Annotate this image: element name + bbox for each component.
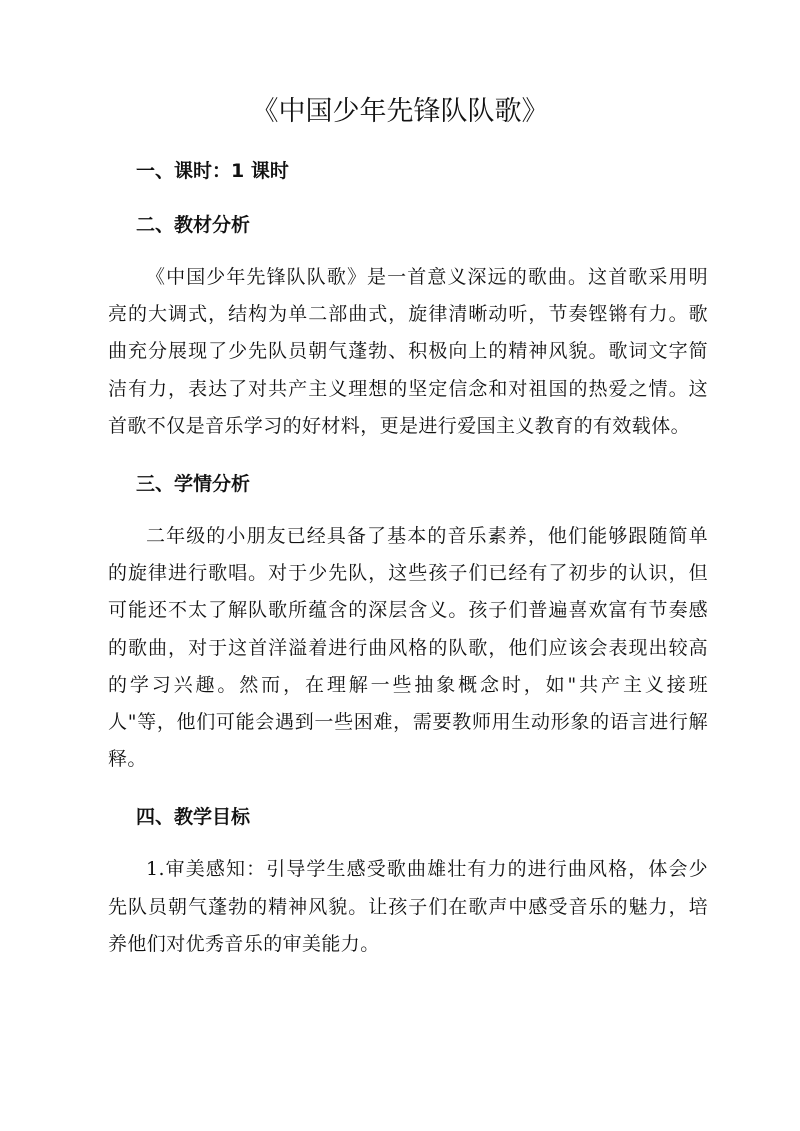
section-heading-student-analysis: 三、学情分析 (136, 473, 251, 496)
section-heading-material-analysis: 二、教材分析 (136, 214, 251, 236)
section-heading-class-hours: 一、课时：1 课时 (136, 160, 289, 182)
teaching-objectives-paragraph: 1.审美感知：引导学生感受歌曲雄壮有力的进行曲风格，体会少先队员朝气蓬勃的精神风貌。让孩子们在歌声中感受音乐的魅力，培养他们对优秀音乐的审美能力。 (108, 858, 708, 955)
document-title: 《中国少年先锋队队歌》 (251, 96, 549, 127)
material-analysis-paragraph: 《中国少年先锋队队歌》是一首意义深远的歌曲。这首歌采用明亮的大调式，结构为单二部曲式，旋律清晰动听，节奏铿锵有力。歌曲充分展现了少先队员朝气蓬勃、积极向上的精神风貌。歌词文字简洁有力，表达了对共产主义理想的坚定信念和对祖国的热爱之情。这首歌不仅是音乐学习的好材料，更是进行爱国主义教育的有效载体。 (108, 266, 708, 437)
section-heading-teaching-objectives: 四、教学目标 (136, 806, 251, 829)
student-analysis-paragraph: 二年级的小朋友已经具备了基本的音乐素养，他们能够跟随简单的旋律进行歌唱。对于少先队，这些孩子们已经有了初步的认识，但可能还不太了解队歌所蕴含的深层含义。孩子们普遍喜欢富有节奏感的歌曲，对于这首洋溢着进行曲风格的队歌，他们应该会表现出较高的学习兴趣。然而，在理解一些抽象概念时，如"共产主义接班人"等，他们可能会遇到一些困难，需要教师用生动形象的语言进行解释。 (108, 525, 708, 771)
